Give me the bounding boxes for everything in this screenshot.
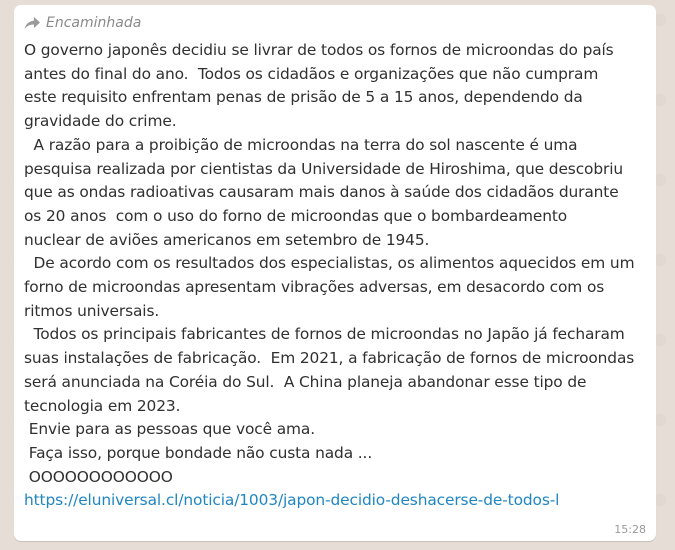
message-line: os 20 anos com o uso do forno de microondas que o bombardeamento: [24, 206, 568, 225]
message-line: nuclear de aviões americanos em setembro de 1945.: [24, 230, 430, 249]
message-line: será anunciada na Coréia do Sul. A China planeja abandonar esse tipo de: [24, 372, 587, 391]
message-line: OOOOOOOOOOOO: [24, 467, 173, 486]
message-line: Todos os principais fabricantes de fornos de microondas no Japão já fecharam: [24, 325, 625, 344]
message-link[interactable]: https://eluniversal.cl/noticia/1003/japon-decidio-deshacerse-de-todos-l: [24, 491, 560, 510]
message-line: O governo japonês decidiu se livrar de todos os fornos de microondas do país: [24, 41, 614, 59]
message-line: Faça isso, porque bondade não custa nada ...: [24, 443, 373, 462]
message-line: tecnologia em 2023.: [24, 396, 181, 415]
message-line: forno de microondas apresentam vibrações adversas, em desacordo com os: [24, 278, 605, 297]
message-line: suas instalações de fabricação. Em 2021, a fabricação de fornos de microondas: [24, 349, 635, 368]
message-bubble[interactable]: [14, 5, 656, 541]
message-line: gravidade do crime.: [24, 112, 177, 131]
forwarded-indicator: [24, 13, 141, 33]
message-line: que as ondas radioativas causaram mais danos à saúde dos cidadãos durante: [24, 183, 619, 202]
message-line: este requisito enfrentam penas de prisão de 5 a 15 anos, dependendo da: [24, 88, 583, 107]
message-line: pesquisa realizada por cientistas da Universidade de Hiroshima, que descobriu: [24, 159, 623, 178]
message-text: [24, 39, 652, 513]
message-line: ritmos universais.: [24, 301, 160, 320]
forwarded-label: Encaminhada: [46, 15, 142, 31]
forward-arrow-icon: [24, 17, 40, 30]
message-timestamp: 15:28: [614, 523, 646, 536]
message-line: antes do final do ano. Todos os cidadãos e organizações que não cumpram: [24, 64, 599, 83]
message-line: De acordo com os resultados dos especialistas, os alimentos aquecidos em um: [24, 254, 635, 273]
message-line: Envie para as pessoas que você ama.: [24, 420, 316, 439]
message-line: A razão para a proibição de microondas na terra do sol nascente é uma: [24, 135, 578, 154]
